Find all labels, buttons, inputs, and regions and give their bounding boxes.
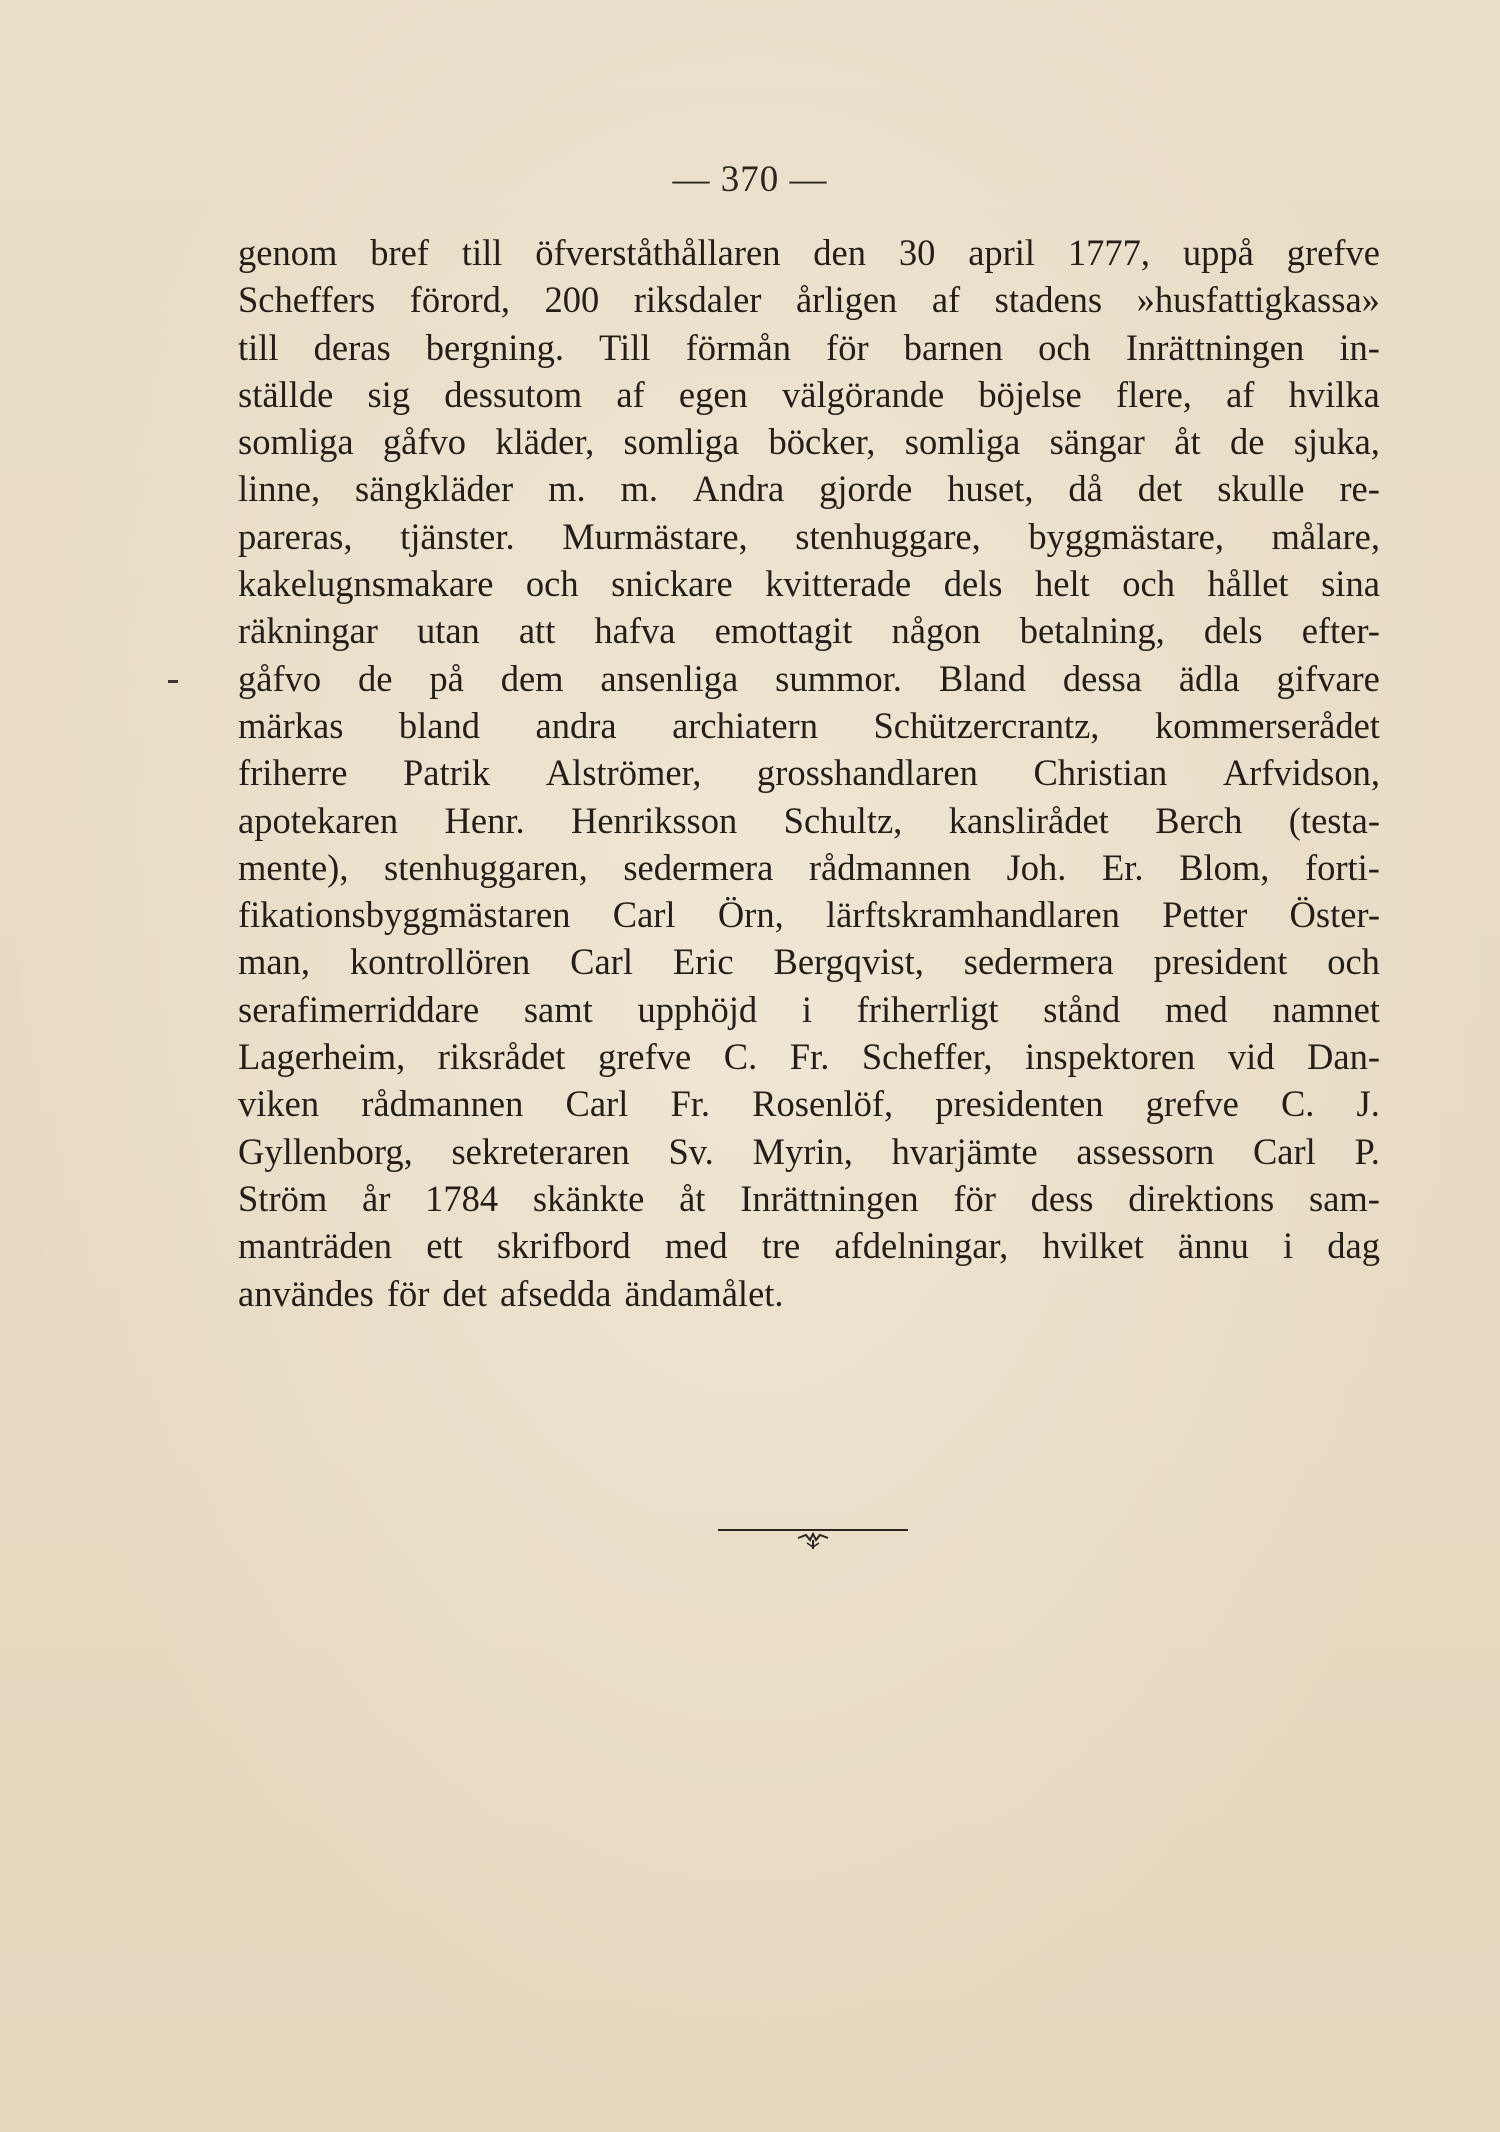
word: ädla xyxy=(1178,657,1240,699)
word: och xyxy=(1327,941,1380,983)
word: flere, xyxy=(1115,373,1192,415)
word: assessorn xyxy=(1076,1130,1215,1172)
word: (testa- xyxy=(1288,799,1380,841)
word: hvilket xyxy=(1042,1225,1144,1267)
word: med xyxy=(664,1225,728,1267)
word: efter- xyxy=(1301,610,1380,652)
word: rådmannen xyxy=(361,1083,524,1125)
word: afsedda xyxy=(499,1272,612,1314)
word: Bergqvist, xyxy=(773,941,924,983)
word: 1777, xyxy=(1067,232,1151,273)
word: friherre xyxy=(238,752,348,794)
word: de xyxy=(1229,421,1265,463)
word: uppå xyxy=(1182,232,1254,273)
word: för xyxy=(386,1272,430,1314)
word: Blom, xyxy=(1179,846,1270,888)
word: hafva xyxy=(594,610,676,652)
word: re- xyxy=(1339,468,1380,510)
word: med xyxy=(1164,988,1228,1030)
word: ställde xyxy=(238,373,334,415)
word: sedermera xyxy=(963,941,1114,983)
word: J. xyxy=(1356,1083,1380,1125)
word: det xyxy=(1137,468,1183,510)
word: för xyxy=(826,326,869,368)
text-line xyxy=(238,1130,1380,1177)
margin-mark xyxy=(168,680,178,683)
word: på xyxy=(429,657,464,699)
word: Christian xyxy=(1033,752,1168,794)
word: andra xyxy=(535,704,617,746)
word: då xyxy=(1068,468,1103,510)
word: 1784 xyxy=(425,1177,499,1219)
word: m. xyxy=(620,468,659,510)
word: år xyxy=(362,1177,391,1219)
text-line xyxy=(238,373,1380,420)
word: Schützercrantz, xyxy=(873,704,1100,746)
word: Scheffers xyxy=(238,279,376,321)
word: till xyxy=(238,326,279,368)
word: grefve xyxy=(597,1036,692,1078)
word: och xyxy=(1122,563,1175,605)
word: dels xyxy=(1203,610,1263,652)
word: kontrollören xyxy=(349,941,531,983)
text-line xyxy=(238,988,1380,1035)
text-line xyxy=(238,562,1380,609)
word: hvilka xyxy=(1288,373,1380,415)
word: Er. xyxy=(1101,846,1144,888)
word: summor. xyxy=(775,657,902,699)
word: ansenliga xyxy=(600,657,739,699)
page-number: — 370 — xyxy=(672,159,828,200)
word: betalning, xyxy=(1019,610,1165,652)
word: Carl xyxy=(612,894,676,936)
word: Alströmer, xyxy=(545,752,702,794)
text-line xyxy=(238,609,1380,656)
word: snickare xyxy=(611,563,733,605)
text-line xyxy=(238,751,1380,798)
word: somliga xyxy=(238,421,354,463)
word: till xyxy=(461,232,503,273)
word: emottagit xyxy=(714,610,853,652)
word: och xyxy=(525,563,579,605)
word: kanslirådet xyxy=(948,799,1109,841)
word: pareras, xyxy=(238,515,353,557)
word: skulle xyxy=(1217,468,1305,510)
word: Henr. xyxy=(444,799,525,841)
word: inspektoren xyxy=(1025,1036,1196,1078)
word: sekreteraren xyxy=(451,1130,630,1172)
word: afdelningar, xyxy=(834,1225,1009,1267)
word: målare, xyxy=(1271,515,1380,557)
word: rådmannen xyxy=(808,846,972,888)
word: någon xyxy=(891,610,981,652)
word: Andra xyxy=(692,468,785,510)
word: Carl xyxy=(570,941,633,983)
word: vid xyxy=(1227,1036,1275,1078)
section-end-ornament xyxy=(718,1520,908,1550)
word: Bland xyxy=(938,657,1026,699)
word: sängar xyxy=(1049,421,1145,463)
word: upphöjd xyxy=(637,988,758,1030)
word: stenhuggare, xyxy=(795,515,981,557)
word: märkas xyxy=(238,704,344,746)
word: sängkläder xyxy=(355,468,514,510)
word: stenhuggaren, xyxy=(384,846,588,888)
word: det xyxy=(442,1272,487,1314)
word: dels xyxy=(943,563,1003,605)
word: bref xyxy=(370,232,429,273)
word: manträden xyxy=(238,1225,393,1267)
word: gåfvo xyxy=(238,657,322,699)
word: Berch xyxy=(1155,799,1243,841)
word: dessutom xyxy=(444,373,583,415)
fleuron-icon xyxy=(796,1532,830,1550)
text-line xyxy=(238,940,1380,987)
word: lärftskramhandlaren xyxy=(825,894,1120,936)
word: sjuka, xyxy=(1293,421,1380,463)
word: fikationsbyggmästaren xyxy=(238,894,571,936)
word: för xyxy=(953,1177,996,1219)
word: Öster- xyxy=(1289,894,1380,936)
word: sedermera xyxy=(623,846,774,888)
word: sam- xyxy=(1309,1177,1380,1219)
word: gifvare xyxy=(1276,657,1380,699)
word: dag xyxy=(1327,1225,1380,1267)
word: byggmästare, xyxy=(1028,515,1224,557)
word: Petter xyxy=(1162,894,1248,936)
word: i xyxy=(1283,1225,1294,1267)
word: Fr. xyxy=(670,1083,711,1125)
word: Myrin, xyxy=(752,1130,853,1172)
word: genom xyxy=(238,232,338,273)
word: utan xyxy=(416,610,480,652)
word: sina xyxy=(1321,563,1380,605)
word: sig xyxy=(367,373,411,415)
word: in- xyxy=(1339,326,1380,368)
word: Inrättningen xyxy=(740,1177,919,1219)
word: egen xyxy=(678,373,748,415)
word: dessa xyxy=(1062,657,1142,699)
word: deras xyxy=(313,326,391,368)
word: Carl xyxy=(1252,1130,1316,1172)
word: ännu xyxy=(1177,1225,1249,1267)
word: Inrättningen xyxy=(1125,326,1305,368)
text-line xyxy=(238,1224,1380,1271)
word: af xyxy=(1226,373,1255,415)
word: archiatern xyxy=(672,704,818,746)
word: förmån xyxy=(685,326,791,368)
text-line xyxy=(238,657,1380,704)
word: bland xyxy=(398,704,480,746)
word: den xyxy=(813,232,866,273)
word: apotekaren xyxy=(238,799,399,841)
word: skänkte xyxy=(532,1177,645,1219)
word: Scheffer, xyxy=(861,1036,993,1078)
word: Schultz, xyxy=(783,799,903,841)
text-line xyxy=(238,467,1380,514)
word: de xyxy=(358,657,393,699)
word: Eric xyxy=(672,941,734,983)
word: barnen xyxy=(903,326,1003,368)
word: grefve xyxy=(1286,232,1380,273)
word: dess xyxy=(1030,1177,1094,1219)
word: af xyxy=(931,279,961,321)
text-line xyxy=(238,231,1380,278)
word: åt xyxy=(679,1177,706,1219)
text-line xyxy=(238,1082,1380,1129)
text-line xyxy=(238,326,1380,373)
word: välgörande xyxy=(782,373,945,415)
word: hållet xyxy=(1207,563,1289,605)
word: åt xyxy=(1174,421,1201,463)
text-line xyxy=(238,846,1380,893)
text-line xyxy=(238,704,1380,751)
word: president xyxy=(1153,941,1288,983)
word: förord, xyxy=(409,279,511,321)
word: somliga xyxy=(904,421,1021,463)
text-line xyxy=(238,799,1380,846)
word: C. xyxy=(723,1036,758,1078)
word: kommerserådet xyxy=(1154,704,1380,746)
word: kakelugnsmakare xyxy=(238,563,494,605)
word: april xyxy=(968,232,1036,273)
word: P. xyxy=(1354,1130,1380,1172)
text-line xyxy=(238,420,1380,467)
text-line xyxy=(238,893,1380,940)
word: presidenten xyxy=(935,1083,1104,1125)
word: Carl xyxy=(565,1083,629,1125)
word: 30 xyxy=(898,232,936,273)
text-line xyxy=(238,1272,1380,1319)
word: Lagerheim, xyxy=(238,1036,406,1078)
word: gjorde xyxy=(819,468,913,510)
word: Fr. xyxy=(789,1036,830,1078)
word: helt xyxy=(1035,563,1090,605)
word: Arfvidson, xyxy=(1222,752,1380,794)
word: Henriksson xyxy=(571,799,738,841)
word: gåfvo xyxy=(382,421,467,463)
word: huset, xyxy=(947,468,1034,510)
text-line xyxy=(238,278,1380,325)
word: grosshandlaren xyxy=(756,752,978,794)
word: i xyxy=(801,988,812,1030)
word: mente), xyxy=(238,846,349,888)
word: användes xyxy=(238,1272,374,1314)
word: Joh. xyxy=(1006,846,1067,888)
text-line xyxy=(238,1035,1380,1082)
word: kvitterade xyxy=(765,563,912,605)
word: man, xyxy=(238,941,310,983)
word: m. xyxy=(548,468,586,510)
word: af xyxy=(616,373,645,415)
word: räkningar xyxy=(238,610,378,652)
word: forti- xyxy=(1304,846,1380,888)
word: bergning. xyxy=(425,326,564,368)
word: böcker, xyxy=(768,421,876,463)
word: somliga xyxy=(623,421,740,463)
word: ändamålet. xyxy=(624,1272,784,1314)
word: viken xyxy=(238,1083,320,1125)
word: friherrligt xyxy=(856,988,999,1030)
word: Sv. xyxy=(668,1130,714,1172)
word: Örn, xyxy=(717,894,784,936)
word: stånd xyxy=(1043,988,1121,1030)
body-text xyxy=(238,231,1380,1319)
word: öfverståthållaren xyxy=(535,232,781,273)
word: att xyxy=(518,610,556,652)
word: Gyllenborg, xyxy=(238,1130,413,1172)
word: ett xyxy=(426,1225,463,1267)
word: tjänster. xyxy=(400,515,515,557)
word: C. xyxy=(1280,1083,1315,1125)
word: stadens xyxy=(994,279,1103,321)
word: »husfattigkassa» xyxy=(1136,279,1380,321)
word: tre xyxy=(761,1225,801,1267)
text-line xyxy=(238,515,1380,562)
word: kläder, xyxy=(495,421,595,463)
word: linne, xyxy=(238,468,321,510)
word: dem xyxy=(500,657,564,699)
word: riksdaler xyxy=(633,279,762,321)
word: riksrådet xyxy=(437,1036,566,1078)
word: Rosenlöf, xyxy=(752,1083,894,1125)
word: Patrik xyxy=(402,752,491,794)
word: direktions xyxy=(1128,1177,1275,1219)
word: Dan- xyxy=(1307,1036,1380,1078)
word: namnet xyxy=(1272,988,1380,1030)
word: Murmästare, xyxy=(562,515,748,557)
word: och xyxy=(1038,326,1091,368)
word: Till xyxy=(599,326,651,368)
ornament-rule xyxy=(718,1529,908,1531)
text-line xyxy=(238,1177,1380,1224)
word: skrifbord xyxy=(496,1225,631,1267)
word: böjelse xyxy=(978,373,1082,415)
word: serafimerriddare xyxy=(238,988,480,1030)
word: grefve xyxy=(1145,1083,1239,1125)
word: hvarjämte xyxy=(891,1130,1038,1172)
word: samt xyxy=(523,988,593,1030)
word: årligen xyxy=(795,279,898,321)
word: 200 xyxy=(544,279,600,321)
word: Ström xyxy=(238,1177,328,1219)
